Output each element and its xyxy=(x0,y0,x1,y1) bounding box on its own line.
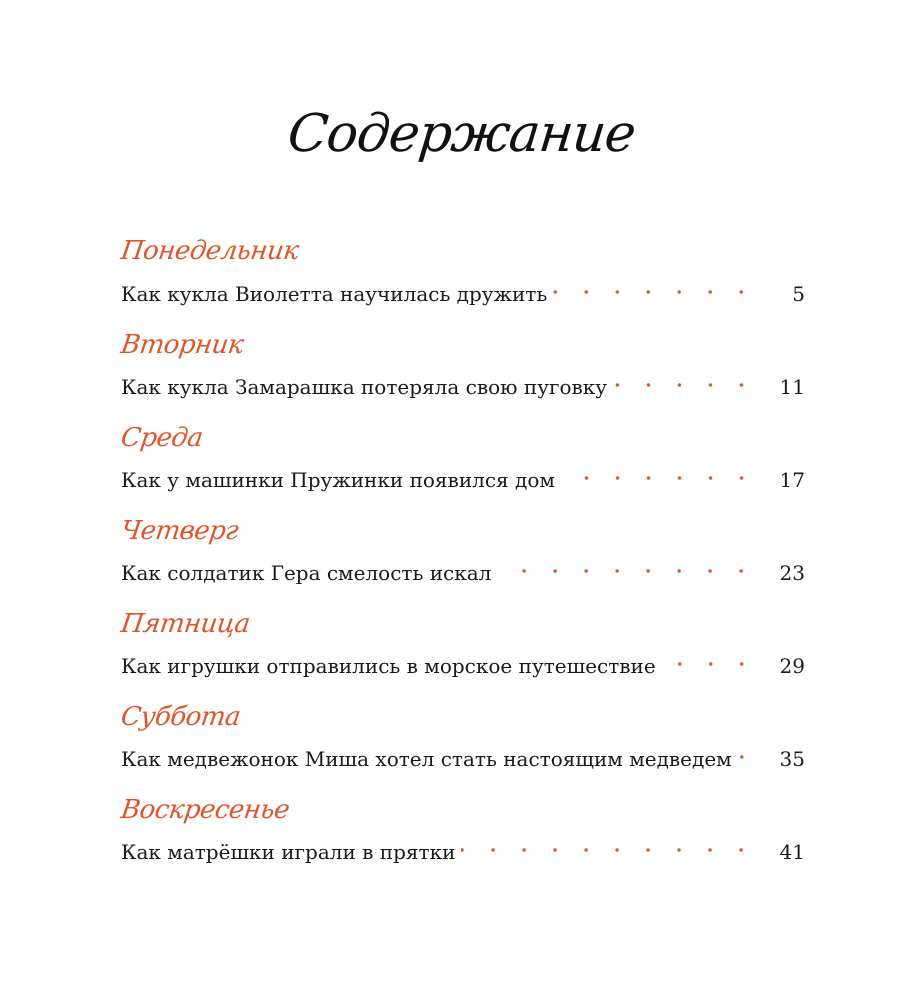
day-heading-monday: Понедельник xyxy=(119,236,301,266)
page-number: 5 xyxy=(792,282,805,306)
day-heading-tuesday: Вторник xyxy=(119,330,246,360)
dot-leader xyxy=(561,459,757,487)
page-title: Содержание xyxy=(284,104,639,164)
story-title: Как у машинки Пружинки появился дом xyxy=(121,468,555,492)
day-heading-friday: Пятница xyxy=(119,609,252,639)
day-heading-thursday: Четверг xyxy=(119,516,241,546)
dot-leader xyxy=(497,552,757,580)
story-title: Как игрушки отправились в морское путешествие xyxy=(121,654,656,678)
dot-leader xyxy=(738,738,757,766)
day-heading-wednesday: Среда xyxy=(119,423,205,453)
story-title: Как медвежонок Миша хотел стать настоящим медведем xyxy=(121,747,732,771)
story-title: Как матрёшки играли в прятки xyxy=(121,840,456,864)
dot-leader xyxy=(553,273,757,301)
page-number: 11 xyxy=(779,375,805,399)
dot-leader xyxy=(613,366,757,394)
page-number: 23 xyxy=(779,561,805,585)
page-number: 17 xyxy=(779,468,805,492)
page-number: 29 xyxy=(779,654,805,678)
toc-entry-sunday[interactable] xyxy=(121,831,805,864)
story-title: Как солдатик Гера смелость искал xyxy=(121,561,492,585)
page-number: 41 xyxy=(779,840,805,864)
dot-leader xyxy=(461,831,757,859)
toc-entry-saturday[interactable] xyxy=(121,738,805,771)
dot-leader xyxy=(662,645,757,673)
day-heading-sunday: Воскресенье xyxy=(119,795,292,825)
story-title: Как кукла Замарашка потеряла свою пуговку xyxy=(121,375,608,399)
toc-entry-thursday[interactable] xyxy=(121,552,805,585)
page-number: 35 xyxy=(779,747,805,771)
toc-entry-monday[interactable] xyxy=(121,273,805,306)
toc-entry-friday[interactable] xyxy=(121,645,805,678)
toc-entry-wednesday[interactable] xyxy=(121,459,805,492)
day-heading-saturday: Суббота xyxy=(119,702,243,732)
story-title: Как кукла Виолетта научилась дружить xyxy=(121,282,548,306)
toc-entry-tuesday[interactable] xyxy=(121,366,805,399)
